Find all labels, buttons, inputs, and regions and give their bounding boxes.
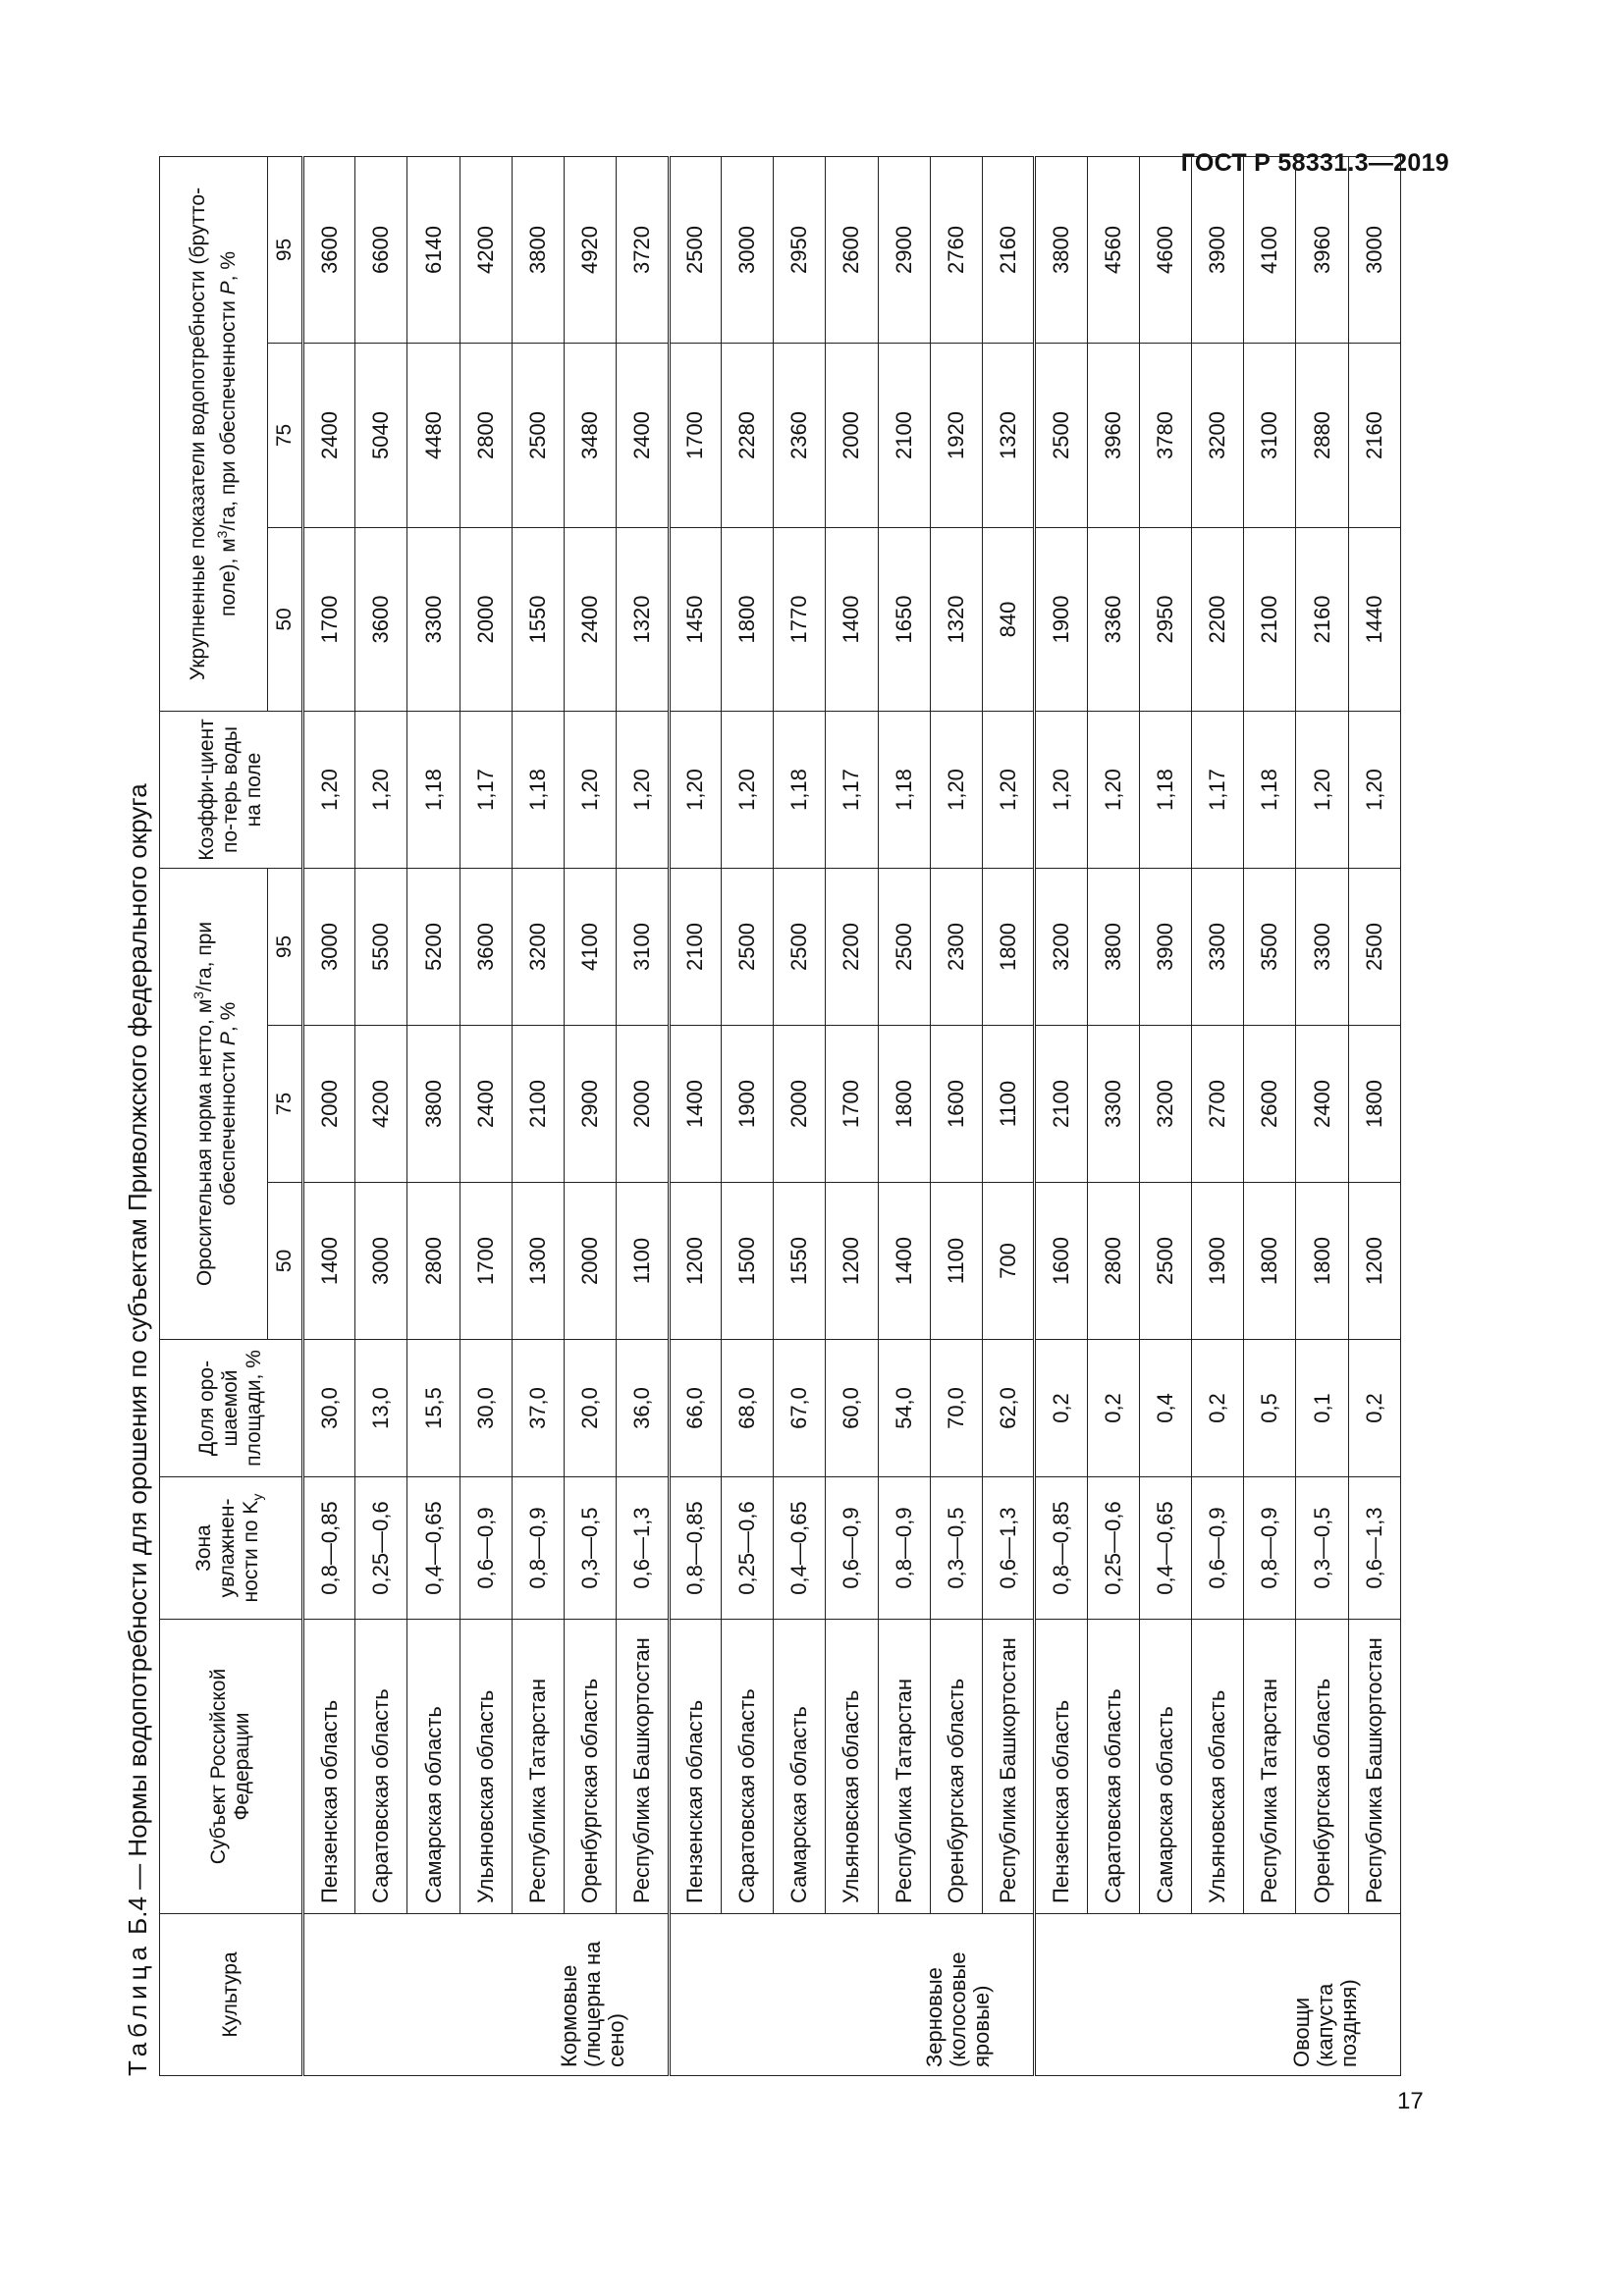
header-region: Субъект Российской Федерации (160, 1620, 303, 1914)
table-row (1296, 156, 1348, 2075)
zone-cell: 0,8—0,85 (303, 1477, 355, 1620)
header-loss-coef: Коэффи-циент по-терь воды на поле (160, 711, 303, 868)
net-75-cell: 3800 (407, 1026, 460, 1183)
gross-95-cell: 3800 (512, 156, 564, 343)
net-95-cell: 3500 (1244, 868, 1296, 1025)
gross-95-cell: 3960 (1296, 156, 1348, 343)
gross-95-cell: 2600 (826, 156, 878, 343)
gross-50-cell: 2160 (1296, 527, 1348, 711)
header-gross-50: 50 (268, 527, 303, 711)
net-75-cell: 2000 (303, 1026, 355, 1183)
region-cell: Ульяновская область (1191, 1620, 1243, 1914)
header-net-norm: Оросительная норма нетто, $м^3/га$, при обеспеченности P, % (160, 868, 268, 1339)
standard-code: ГОСТ Р 58331.3—2019 (1180, 149, 1449, 177)
gross-50-cell: 1440 (1348, 527, 1400, 711)
header-net-95: 95 (268, 868, 303, 1025)
region-cell: Республика Башкортостан (617, 1620, 669, 1914)
gross-95-cell: 2950 (774, 156, 826, 343)
region-cell: Республика Башкортостан (983, 1620, 1035, 1914)
net-95-cell: 3800 (1087, 868, 1139, 1025)
loss-coef-cell: 1,20 (303, 711, 355, 868)
gross-75-cell: 3480 (565, 343, 617, 527)
net-75-cell: 1900 (721, 1026, 773, 1183)
share-cell: 66,0 (669, 1340, 721, 1477)
region-cell: Оренбургская область (1296, 1620, 1348, 1914)
zone-cell: 0,4—0,65 (774, 1477, 826, 1620)
gross-50-cell: 3600 (355, 527, 407, 711)
net-75-cell: 1800 (878, 1026, 930, 1183)
region-cell: Самарская область (407, 1620, 460, 1914)
culture-cell: Овощи (капуста поздняя) (1035, 1914, 1401, 2076)
gross-50-cell: 2400 (565, 527, 617, 711)
net-95-cell: 3000 (303, 868, 355, 1025)
net-50-cell: 2800 (407, 1183, 460, 1340)
gross-50-cell: 2950 (1139, 527, 1191, 711)
gross-75-cell: 2800 (460, 343, 512, 527)
gross-50-cell: 2000 (460, 527, 512, 711)
water-norms-table (159, 156, 1401, 2076)
net-95-cell: 3600 (460, 868, 512, 1025)
net-50-cell: 1500 (721, 1183, 773, 1340)
net-95-cell: 3100 (617, 868, 669, 1025)
net-50-cell: 1900 (1191, 1183, 1243, 1340)
region-cell: Республика Татарстан (512, 1620, 564, 1914)
net-95-cell: 1800 (983, 868, 1035, 1025)
zone-cell: 0,6—0,9 (826, 1477, 878, 1620)
net-75-cell: 2900 (565, 1026, 617, 1183)
net-75-cell: 2100 (1035, 1026, 1087, 1183)
table-row (930, 156, 982, 2075)
share-cell: 0,4 (1139, 1340, 1191, 1477)
region-cell: Республика Татарстан (1244, 1620, 1296, 1914)
loss-coef-cell: 1,20 (983, 711, 1035, 868)
gross-95-cell: 3000 (721, 156, 773, 343)
net-95-cell: 2500 (1348, 868, 1400, 1025)
gross-75-cell: 3780 (1139, 343, 1191, 527)
table-row (355, 156, 407, 2075)
share-cell: 70,0 (930, 1340, 982, 1477)
share-cell: 36,0 (617, 1340, 669, 1477)
table-row (1191, 156, 1243, 2075)
region-cell: Саратовская область (355, 1620, 407, 1914)
table-body (303, 156, 1401, 2075)
loss-coef-cell: 1,18 (774, 711, 826, 868)
table-row (774, 156, 826, 2075)
zone-cell: 0,25—0,6 (355, 1477, 407, 1620)
gross-95-cell: 3720 (617, 156, 669, 343)
loss-coef-cell: 1,20 (1296, 711, 1348, 868)
zone-cell: 0,6—1,3 (617, 1477, 669, 1620)
table-row (617, 156, 669, 2075)
gross-95-cell: 6140 (407, 156, 460, 343)
share-cell: 0,2 (1348, 1340, 1400, 1477)
gross-50-cell: 1650 (878, 527, 930, 711)
gross-75-cell: 5040 (355, 343, 407, 527)
net-50-cell: 2000 (565, 1183, 617, 1340)
zone-cell: 0,4—0,65 (1139, 1477, 1191, 1620)
share-cell: 60,0 (826, 1340, 878, 1477)
net-95-cell: 3900 (1139, 868, 1191, 1025)
region-cell: Самарская область (774, 1620, 826, 1914)
header-culture: Культура (160, 1914, 303, 2076)
share-cell: 0,2 (1191, 1340, 1243, 1477)
gross-50-cell: 1320 (617, 527, 669, 711)
net-75-cell: 2100 (512, 1026, 564, 1183)
loss-coef-cell: 1,20 (1035, 711, 1087, 868)
header-zone: Зона увлажнен-ности по $K_у$ (160, 1477, 303, 1620)
gross-75-cell: 2160 (1348, 343, 1400, 527)
gross-95-cell: 2760 (930, 156, 982, 343)
table-row (460, 156, 512, 2075)
gross-50-cell: 1550 (512, 527, 564, 711)
gross-95-cell: 3800 (1035, 156, 1087, 343)
net-95-cell: 4100 (565, 868, 617, 1025)
share-cell: 0,2 (1087, 1340, 1139, 1477)
share-cell: 54,0 (878, 1340, 930, 1477)
net-95-cell: 2200 (826, 868, 878, 1025)
net-95-cell: 3300 (1191, 868, 1243, 1025)
share-cell: 0,5 (1244, 1340, 1296, 1477)
net-50-cell: 1400 (878, 1183, 930, 1340)
header-gross-95: 95 (268, 156, 303, 343)
gross-75-cell: 2100 (878, 343, 930, 527)
gross-95-cell: 3900 (1191, 156, 1243, 343)
table-row (512, 156, 564, 2075)
region-cell: Ульяновская область (460, 1620, 512, 1914)
region-cell: Оренбургская область (565, 1620, 617, 1914)
net-95-cell: 2100 (669, 868, 721, 1025)
zone-cell: 0,6—0,9 (1191, 1477, 1243, 1620)
zone-cell: 0,8—0,9 (878, 1477, 930, 1620)
zone-cell: 0,8—0,9 (1244, 1477, 1296, 1620)
table-caption (108, 157, 167, 2076)
header-gross-75: 75 (268, 343, 303, 527)
gross-75-cell: 2280 (721, 343, 773, 527)
zone-cell: 0,3—0,5 (930, 1477, 982, 1620)
loss-coef-cell: 1,17 (1191, 711, 1243, 868)
table-row (303, 156, 355, 2075)
net-95-cell: 3300 (1296, 868, 1348, 1025)
net-50-cell: 1200 (1348, 1183, 1400, 1340)
region-cell: Республика Татарстан (878, 1620, 930, 1914)
gross-75-cell: 2400 (617, 343, 669, 527)
loss-coef-cell: 1,20 (721, 711, 773, 868)
gross-95-cell: 2900 (878, 156, 930, 343)
gross-75-cell: 3100 (1244, 343, 1296, 527)
net-50-cell: 1800 (1244, 1183, 1296, 1340)
net-50-cell: 2500 (1139, 1183, 1191, 1340)
header-share: Доля оро-шаемой площади, % (160, 1340, 303, 1477)
loss-coef-cell: 1,18 (1139, 711, 1191, 868)
zone-cell: 0,3—0,5 (565, 1477, 617, 1620)
net-95-cell: 5500 (355, 868, 407, 1025)
table-row (1035, 156, 1087, 2075)
table-row (407, 156, 460, 2075)
net-50-cell: 1200 (669, 1183, 721, 1340)
share-cell: 0,2 (1035, 1340, 1087, 1477)
zone-cell: 0,25—0,6 (1087, 1477, 1139, 1620)
table-row (1348, 156, 1400, 2075)
net-95-cell: 2500 (721, 868, 773, 1025)
gross-75-cell: 2360 (774, 343, 826, 527)
table-row (565, 156, 617, 2075)
loss-coef-cell: 1,18 (512, 711, 564, 868)
net-75-cell: 1700 (826, 1026, 878, 1183)
zone-cell: 0,6—1,3 (1348, 1477, 1400, 1620)
zone-cell: 0,25—0,6 (721, 1477, 773, 1620)
share-cell: 20,0 (565, 1340, 617, 1477)
gross-50-cell: 1450 (669, 527, 721, 711)
net-75-cell: 1100 (983, 1026, 1035, 1183)
net-75-cell: 2400 (1296, 1026, 1348, 1183)
net-75-cell: 4200 (355, 1026, 407, 1183)
gross-75-cell: 1700 (669, 343, 721, 527)
net-50-cell: 1100 (617, 1183, 669, 1340)
net-50-cell: 1100 (930, 1183, 982, 1340)
share-cell: 62,0 (983, 1340, 1035, 1477)
net-50-cell: 1800 (1296, 1183, 1348, 1340)
share-cell: 13,0 (355, 1340, 407, 1477)
loss-coef-cell: 1,17 (460, 711, 512, 868)
net-50-cell: 1400 (303, 1183, 355, 1340)
gross-95-cell: 4560 (1087, 156, 1139, 343)
loss-coef-cell: 1,17 (826, 711, 878, 868)
loss-coef-cell: 1,20 (930, 711, 982, 868)
gross-75-cell: 3200 (1191, 343, 1243, 527)
net-95-cell: 3200 (512, 868, 564, 1025)
net-50-cell: 1200 (826, 1183, 878, 1340)
zone-cell: 0,8—0,85 (669, 1477, 721, 1620)
net-50-cell: 1550 (774, 1183, 826, 1340)
gross-50-cell: 1770 (774, 527, 826, 711)
region-cell: Ульяновская область (826, 1620, 878, 1914)
caption-title: — Нормы водопотребности для орошения по субъектам Приволжского федерального округа (123, 783, 152, 1890)
region-cell: Пензенская область (669, 1620, 721, 1914)
gross-75-cell: 2880 (1296, 343, 1348, 527)
rotated-table-block (108, 157, 1386, 2076)
gross-50-cell: 1800 (721, 527, 773, 711)
gross-50-cell: 1700 (303, 527, 355, 711)
share-cell: 67,0 (774, 1340, 826, 1477)
table-row (983, 156, 1035, 2075)
table-row (1087, 156, 1139, 2075)
gross-95-cell: 6600 (355, 156, 407, 343)
table-row (878, 156, 930, 2075)
zone-cell: 0,8—0,85 (1035, 1477, 1087, 1620)
net-75-cell: 2400 (460, 1026, 512, 1183)
header-net-50: 50 (268, 1183, 303, 1340)
share-cell: 30,0 (460, 1340, 512, 1477)
loss-coef-cell: 1,20 (355, 711, 407, 868)
zone-cell: 0,6—0,9 (460, 1477, 512, 1620)
region-cell: Пензенская область (303, 1620, 355, 1914)
gross-95-cell: 2500 (669, 156, 721, 343)
net-50-cell: 1600 (1035, 1183, 1087, 1340)
net-95-cell: 2300 (930, 868, 982, 1025)
caption-number: Б.4 (123, 1896, 152, 1935)
net-75-cell: 1400 (669, 1026, 721, 1183)
loss-coef-cell: 1,20 (565, 711, 617, 868)
gross-95-cell: 4100 (1244, 156, 1296, 343)
caption-prefix: Таблица (123, 1942, 152, 2076)
table-row (1139, 156, 1191, 2075)
net-50-cell: 700 (983, 1183, 1035, 1340)
page-number: 17 (1397, 2088, 1424, 2114)
net-75-cell: 2000 (617, 1026, 669, 1183)
share-cell: 15,5 (407, 1340, 460, 1477)
share-cell: 37,0 (512, 1340, 564, 1477)
region-cell: Саратовская область (1087, 1620, 1139, 1914)
table-row (1244, 156, 1296, 2075)
net-75-cell: 3300 (1087, 1026, 1139, 1183)
gross-50-cell: 1320 (930, 527, 982, 711)
table-row (826, 156, 878, 2075)
table-row (669, 156, 721, 2075)
region-cell: Самарская область (1139, 1620, 1191, 1914)
share-cell: 30,0 (303, 1340, 355, 1477)
share-cell: 0,1 (1296, 1340, 1348, 1477)
culture-cell: Кормовые (люцерна на сено) (303, 1914, 670, 2076)
gross-75-cell: 2400 (303, 343, 355, 527)
gross-95-cell: 4600 (1139, 156, 1191, 343)
table-row (721, 156, 773, 2075)
net-75-cell: 1600 (930, 1026, 982, 1183)
zone-cell: 0,3—0,5 (1296, 1477, 1348, 1620)
region-cell: Пензенская область (1035, 1620, 1087, 1914)
loss-coef-cell: 1,18 (407, 711, 460, 868)
net-75-cell: 2600 (1244, 1026, 1296, 1183)
gross-50-cell: 3360 (1087, 527, 1139, 711)
share-cell: 68,0 (721, 1340, 773, 1477)
gross-95-cell: 3000 (1348, 156, 1400, 343)
loss-coef-cell: 1,20 (1348, 711, 1400, 868)
gross-75-cell: 1920 (930, 343, 982, 527)
region-cell: Саратовская область (721, 1620, 773, 1914)
header-gross-norm: Укрупненные показатели водопотребности (брутто-поле), $м^3/га$, при обеспеченности P, % (160, 156, 268, 711)
loss-coef-cell: 1,20 (669, 711, 721, 868)
gross-75-cell: 3960 (1087, 343, 1139, 527)
loss-coef-cell: 1,18 (878, 711, 930, 868)
net-50-cell: 3000 (355, 1183, 407, 1340)
net-95-cell: 2500 (774, 868, 826, 1025)
gross-95-cell: 3600 (303, 156, 355, 343)
gross-75-cell: 2500 (512, 343, 564, 527)
region-cell: Республика Башкортостан (1348, 1620, 1400, 1914)
gross-95-cell: 4200 (460, 156, 512, 343)
net-50-cell: 1300 (512, 1183, 564, 1340)
net-95-cell: 3200 (1035, 868, 1087, 1025)
loss-coef-cell: 1,20 (1087, 711, 1139, 868)
net-75-cell: 3200 (1139, 1026, 1191, 1183)
net-50-cell: 2800 (1087, 1183, 1139, 1340)
gross-50-cell: 1900 (1035, 527, 1087, 711)
zone-cell: 0,8—0,9 (512, 1477, 564, 1620)
gross-50-cell: 2100 (1244, 527, 1296, 711)
net-50-cell: 1700 (460, 1183, 512, 1340)
header-net-75: 75 (268, 1026, 303, 1183)
gross-50-cell: 2200 (1191, 527, 1243, 711)
net-75-cell: 2000 (774, 1026, 826, 1183)
gross-75-cell: 1320 (983, 343, 1035, 527)
gross-75-cell: 4480 (407, 343, 460, 527)
gross-50-cell: 3300 (407, 527, 460, 711)
gross-50-cell: 840 (983, 527, 1035, 711)
net-75-cell: 1800 (1348, 1026, 1400, 1183)
net-75-cell: 2700 (1191, 1026, 1243, 1183)
gross-75-cell: 2000 (826, 343, 878, 527)
gross-95-cell: 4920 (565, 156, 617, 343)
culture-cell: Зерновые (колосовые яровые) (669, 1914, 1035, 2076)
loss-coef-cell: 1,20 (617, 711, 669, 868)
net-95-cell: 5200 (407, 868, 460, 1025)
gross-95-cell: 2160 (983, 156, 1035, 343)
region-cell: Оренбургская область (930, 1620, 982, 1914)
gross-75-cell: 2500 (1035, 343, 1087, 527)
gross-50-cell: 1400 (826, 527, 878, 711)
zone-cell: 0,4—0,65 (407, 1477, 460, 1620)
loss-coef-cell: 1,18 (1244, 711, 1296, 868)
net-95-cell: 2500 (878, 868, 930, 1025)
zone-cell: 0,6—1,3 (983, 1477, 1035, 1620)
